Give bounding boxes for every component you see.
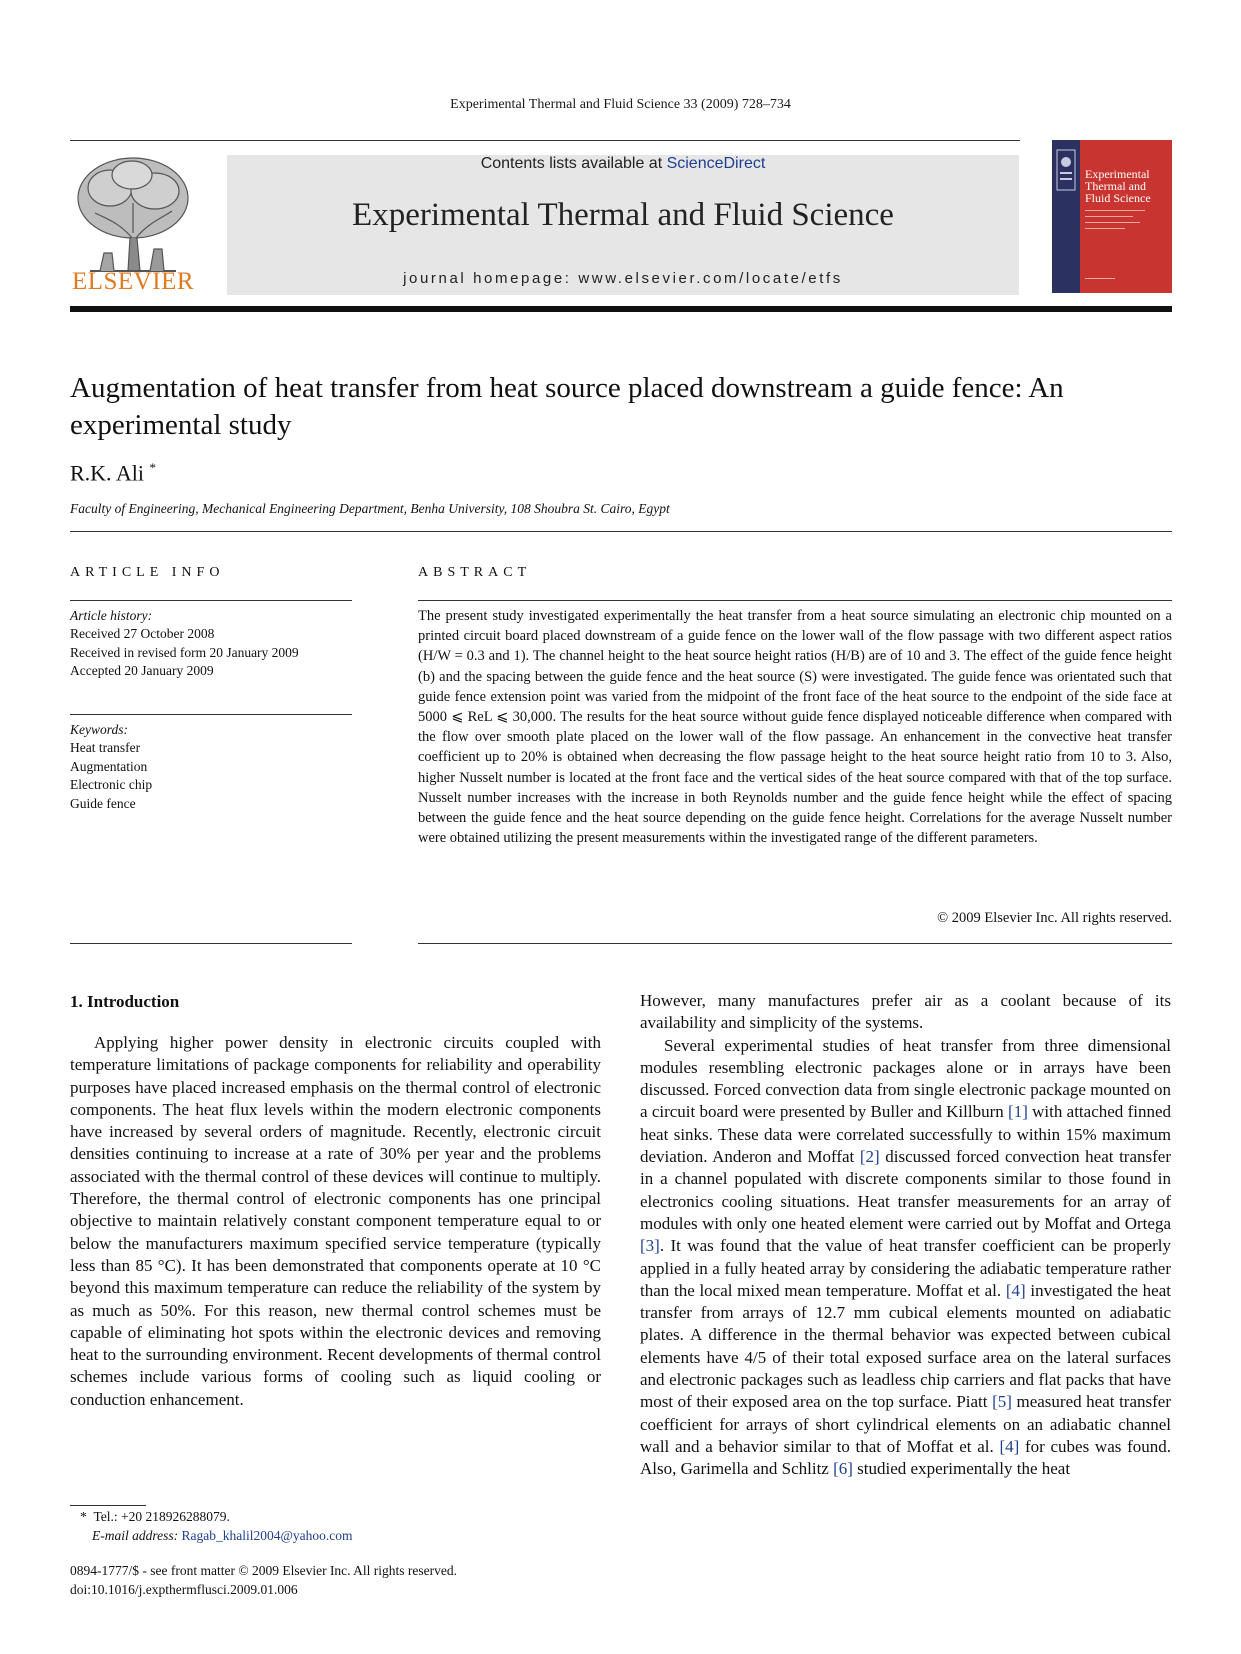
cover-decoration [1085,228,1125,229]
keyword: Electronic chip [70,777,153,793]
cover-decoration [1085,222,1140,223]
citation-link[interactable]: [4] [1005,1280,1026,1300]
journal-title: Experimental Thermal and Fluid Science [352,197,894,233]
footnote-rule [70,1505,146,1506]
author-email-link[interactable]: Ragab_khalil2004@yahoo.com [181,1527,353,1543]
citation-link[interactable]: [3] [640,1236,660,1256]
article-info-heading: ARTICLE INFO [70,565,225,580]
abstract-rule [418,943,1172,944]
citation-link[interactable]: [5] [992,1392,1012,1412]
paragraph: However, many manufactures prefer air as a coolant because of its availability and simplicity of the systems. [640,991,1171,1033]
citation-link[interactable]: [1] [1008,1102,1028,1122]
header-heavy-rule [70,306,1172,312]
info-rule [70,943,352,944]
paragraph: Several experimental studies of heat transfer from three dimensional modules resembling electronic packages alone or in arrays have been discussed. Forced convection data from single electronic package mounted on a circuit board were presented by Buller and Killburn [1] with attached finned heat sinks. These data were correlated successfully to within 15% maximum deviation. Anderon and Moffat [2] discussed forced convection heat transfer in a channel populated with discrete components similar to those found in electronics cooling situations. Heat transfer measurements for an array of modules with only one heated element were carried out by Moffat and Ortega [3]. It was found that the value of heat transfer coefficient can be properly applied in a fully heated array by considering the adiabatic temperature rather than the local mixed mean temperature. Moffat et al. [4] investigated the heat transfer from arrays of 12.7 mm cubical elements mounted on adiabatic plates. A difference in the thermal behavior was expected between cubical elements have 4/5 of their total exposed surface area on the lateral surfaces and electronic packages such as leadless chip carriers and flat packs that have most of their exposed area on the top surface. Piatt [5] measured heat transfer coefficient for arrays of short cylindrical elements on an adiabatic channel wall and a behavior similar to that of Moffat et al. [4] for cubes was found. Also, Garimella and Schlitz [6] studied experimentally the heat [640,1035,1172,1479]
info-rule [70,600,352,601]
paper-title: Augmentation of heat transfer from heat source placed downstream a guide fence: An experimental study [70,372,1064,441]
header-rule [70,140,1020,141]
abstract-rule [418,600,1172,601]
keyword: Heat transfer [70,740,141,756]
issn-line: 0894-1777/$ - see front matter © 2009 Elsevier Inc. All rights reserved. [70,1563,458,1578]
journal-banner [227,155,1019,295]
doi-line[interactable]: doi:10.1016/j.expthermflusci.2009.01.006 [70,1581,298,1597]
contents-line: Contents lists available at ScienceDirect [480,155,766,172]
history-revised: Received in revised form 20 January 2009 [70,644,299,660]
author: R.K. Ali * [70,460,156,486]
cover-decoration [1085,210,1145,211]
keyword: Guide fence [70,795,136,811]
introduction-heading: 1. Introduction [70,992,180,1011]
cover-decoration [1085,216,1133,217]
etfs-cover-emblem-icon [1055,148,1077,192]
info-rule [70,714,352,715]
history-received: Received 27 October 2008 [70,626,215,642]
journal-cover [1052,140,1172,293]
journal-homepage[interactable]: journal homepage: www.elsevier.com/locate/etfs [403,270,843,287]
elsevier-wordmark: ELSEVIER [71,268,195,295]
keywords: Keywords: Heat transfer Augmentation Electronic chip Guide fence [70,721,352,813]
journal-reference: Experimental Thermal and Fluid Science 33 (2009) 728–734 [450,97,791,112]
abstract-heading: ABSTRACT [418,565,532,580]
footnote-telephone: Tel.: +20 218926288079. [93,1509,230,1524]
author-footnote-mark[interactable]: * [149,460,156,475]
author-footnote: * Tel.: +20 218926288079. E-mail address: Ragab_khalil2004@yahoo.com [80,1509,353,1543]
section-rule [70,531,1172,532]
introduction-left-column: Applying higher power density in electronic circuits coupled with temperature limitations of package components for reliability and operability purposes have placed increased emphasis on the thermal control of electronic components. The heat flux levels within the modern electronic components have increased by several orders of magnitude. Recently, electronic circuit densities continuing to increase at a rate of 30% per year and the problems associated with the thermal control of these devices will continue to multiply. Therefore, the thermal control of electronic components has one principal objective to maintain relatively constant component temperature equal to or below the manufacturers maximum specified service temperature (typically less than 85 °C). It has been demonstrated that components operate at 10 °C beyond this maximum temperature can reduce the reliability of the system by as much as 50%. For this reason, new thermal control schemes must be capable of eliminating hot spots within the electronic devices and removing heat to the surrounding environment. Recent developments of thermal control schemes include various forms of cooling such as liquid cooling or conduction enhancement. [70,1033,601,1409]
introduction-right-column [640,990,1171,1481]
citation-link[interactable]: [2] [859,1147,880,1167]
history-accepted: Accepted 20 January 2009 [70,663,214,679]
abstract-text: The present study investigated experimentally the heat transfer from a heat source simulating an electronic chip mounted on a printed circuit board placed downstream of a guide fence on the lower wall of the flow passage with two different aspect ratios (H/W = 0.3 and 1). The channel height to the heat source height ratios (H/B) are of 10 and 3. The effect of the guide fence height (b) and the spacing between the guide fence and the heat source (S) were investigated. The guide fence was orientated such that guide fence extension point was varied from the midpoint of the front face of the heat source to the endpoint of the side face at 5000 ⩽ ReL ⩽ 30,000. The results for the heat source without guide fence displayed noticeable difference when compared with the flow over smooth plate placed on the lower wall of the flow passage. An enhancement in the convective heat transfer coefficient up to 20% is obtained when decreasing the flow passage height to the heat source height ratio from 10 to 3. Also, higher Nusselt number is located at the front face and the vertical sides of the heat source compared with that of the top surface. Nusselt number increases with the increase in both Reynolds number and the guide fence height while the effect of spacing between the guide fence and the heat source depending on the guide fence height. Correlations for the average Nusselt number were obtained utilizing the present measurements within the investigated range of the different parameters. [418,608,1172,847]
affiliation: Faculty of Engineering, Mechanical Engineering Department, Benha University, 108 Shoubra St. Cairo, Egypt [70,501,670,516]
article-history: Article history: Received 27 October 2008 Received in revised form 20 January 2009 Accepted 20 January 2009 [70,607,352,681]
cover-decoration [1085,278,1115,279]
citation-link[interactable]: [6] [833,1459,853,1479]
abstract-copyright: © 2009 Elsevier Inc. All rights reserved. [937,910,1172,926]
citation-link[interactable]: [4] [999,1436,1020,1456]
cover-title: Experimental Thermal and Fluid Science [1085,167,1151,205]
sciencedirect-link[interactable]: ScienceDirect [666,155,766,172]
keyword: Augmentation [70,758,148,774]
front-matter [70,1562,457,1599]
